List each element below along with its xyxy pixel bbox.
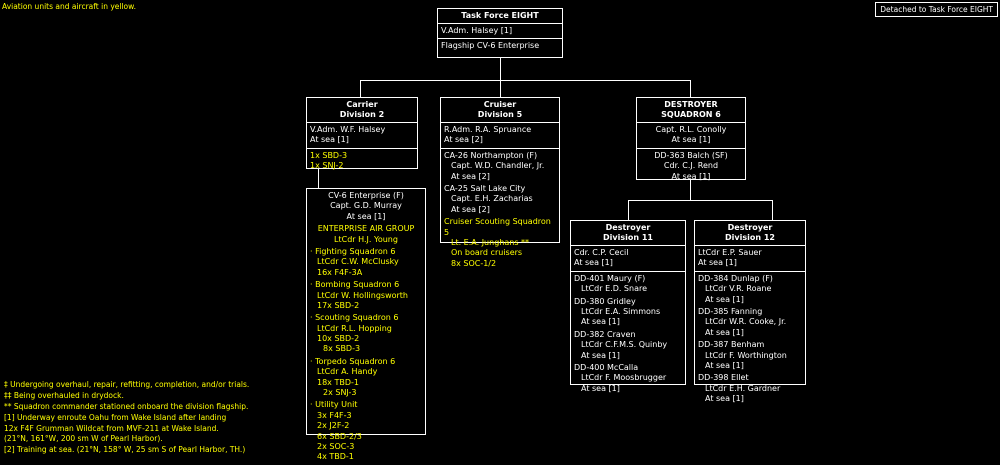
dd12-ship-1 <box>698 307 802 338</box>
carrier-division-title-line2: Division 2 <box>339 110 385 119</box>
dd11-ship-2 <box>574 330 682 361</box>
connector-desdiv12-down <box>772 200 773 220</box>
legend-line-0: ‡ Undergoing overhaul, repair, refitting, completion, and/or trials. <box>4 380 250 389</box>
destroyer-squadron-ship-status: At sea [1] <box>671 171 711 181</box>
carrier-division-title <box>307 98 417 123</box>
destroyer-squadron-ship-captain: Cdr. C.J. Rend <box>663 161 719 171</box>
legend-line-6: [2] Training at sea. (21°N, 158° W, 25 sm S of Pearl Harbor, TH.) <box>4 445 246 455</box>
cruiser-ship-0 <box>444 151 556 182</box>
dd12-ship-3-status: At sea [1] <box>705 394 744 404</box>
cruiser-ship-1 <box>444 184 556 215</box>
squadron-4-aircraft-1: 2x J2F-2 <box>317 421 350 431</box>
destroyer-div-12-commander: LtCdr E.P. Sauer <box>698 248 762 257</box>
dd12-ship-0 <box>698 274 802 305</box>
cruiser-ship-1-name: CA-25 Salt Lake City <box>444 183 526 193</box>
task-force-box[interactable] <box>437 8 563 58</box>
dd11-ship-0-name: DD-401 Maury (F) <box>574 273 646 283</box>
dd12-ship-0-status: At sea [1] <box>705 294 744 304</box>
squadron-4-aircraft-4: 4x TBD-1 <box>317 452 354 462</box>
carrier-division-aircraft-0: 1x SBD-3 <box>310 150 348 160</box>
dd12-ship-1-status: At sea [1] <box>705 327 744 337</box>
destroyer-div-11-title <box>571 221 685 246</box>
legend <box>4 380 304 456</box>
squadron-2-name: · Scouting Squadron 6 <box>310 313 399 323</box>
dd12-ship-3-captain: LtCdr E.H. Gardner <box>705 383 781 393</box>
destroyer-div-12-title-line2: Division 12 <box>725 233 775 242</box>
enterprise-air-group <box>307 224 425 465</box>
enterprise-ship: CV-6 Enterprise (F) <box>328 191 404 200</box>
squadron-4-aircraft-3: 2x SOC-3 <box>317 441 355 451</box>
dd11-ship-1-name: DD-380 Gridley <box>574 296 636 306</box>
cruiser-air-unit <box>444 217 556 269</box>
connector-desron-down <box>690 80 691 98</box>
cruiser-division-commander-block <box>441 123 559 149</box>
dd12-ship-1-captain: LtCdr W.R. Cooke, Jr. <box>705 317 787 327</box>
air-group-name: ENTERPRISE AIR GROUP <box>317 224 415 234</box>
connector-tf-down <box>500 58 501 80</box>
dd12-ship-3-name: DD-398 Ellet <box>698 373 749 383</box>
squadron-0-cmdr: LtCdr C.W. McClusky <box>317 257 399 267</box>
destroyer-div-11-commander: Cdr. C.P. Cecil <box>574 248 629 257</box>
squadron-3 <box>310 357 422 399</box>
squadron-1-aircraft-0: 17x SBD-2 <box>317 300 360 310</box>
dd11-ship-1-status: At sea [1] <box>581 317 620 327</box>
dd11-ship-0 <box>574 274 682 295</box>
squadron-0 <box>310 247 422 278</box>
air-group-cmdr: LtCdr H.J. Young <box>334 234 398 244</box>
task-force-flagship: Flagship CV-6 Enterprise <box>441 41 540 51</box>
cruiser-division-title-line2: Division 5 <box>477 110 523 119</box>
cruiser-ship-0-captain: Capt. W.D. Chandler, Jr. <box>451 161 545 171</box>
destroyer-squadron-title-line1: DESTROYER <box>664 100 718 109</box>
squadron-4-aircraft-0: 3x F4F-3 <box>317 410 352 420</box>
dd12-ship-1-name: DD-385 Fanning <box>698 306 763 316</box>
carrier-division-commander: V.Adm. W.F. Halsey <box>310 125 386 134</box>
cruiser-air-unit-cmdr: Lt. E.A. Junghans ** <box>451 237 530 247</box>
legend-line-1: ‡‡ Being overhauled in drydock. <box>4 390 124 400</box>
legend-line-3: [1] Underway enroute Oahu from Wake Island after landing <box>4 412 227 422</box>
destroyer-div-11-title-line1: Destroyer <box>605 223 651 232</box>
task-force-commander: V.Adm. Halsey [1] <box>438 24 562 39</box>
squadron-0-name: · Fighting Squadron 6 <box>310 246 396 256</box>
cruiser-ship-1-captain: Capt. E.H. Zacharias <box>451 194 533 204</box>
destroyer-div-12-title <box>695 221 805 246</box>
destroyer-div-12-box[interactable] <box>694 220 806 404</box>
cruiser-division-box[interactable] <box>440 97 560 268</box>
cruiser-division-commander: R.Adm. R.A. Spruance <box>444 125 532 134</box>
carrier-division-title-line1: Carrier <box>346 100 378 109</box>
carrier-division-aircraft <box>307 149 417 174</box>
dd11-ship-3-captain: LtCdr F. Moosbrugger <box>581 373 667 383</box>
cruiser-ships <box>441 149 559 271</box>
squadron-2-aircraft-1: 8x SBD-3 <box>323 344 361 354</box>
dd11-ship-3-name: DD-400 McCalla <box>574 362 639 372</box>
cruiser-ship-0-name: CA-26 Northampton (F) <box>444 150 538 160</box>
cruiser-ship-0-status: At sea [2] <box>451 171 490 181</box>
squadron-2-aircraft-0: 10x SBD-2 <box>317 334 360 344</box>
task-force-title: Task Force EIGHT <box>438 9 562 24</box>
enterprise-status: At sea [1] <box>346 211 386 221</box>
squadron-3-name: · Torpedo Squadron 6 <box>310 356 396 366</box>
carrier-division-aircraft-1: 1x SNJ-2 <box>310 161 344 171</box>
destroyer-div-11-status: At sea [1] <box>574 258 613 268</box>
detached-tag: Detached to Task Force EIGHT <box>875 2 998 17</box>
dd11-ship-2-status: At sea [1] <box>581 350 620 360</box>
dd12-ship-2 <box>698 340 802 371</box>
squadron-1-cmdr: LtCdr W. Hollingsworth <box>317 290 408 300</box>
connector-desdiv11-down <box>628 200 629 220</box>
connector-cruiser-down <box>500 80 501 98</box>
squadron-3-aircraft-1: 2x SNJ-3 <box>323 388 357 398</box>
destroyer-squadron-commander: Capt. R.L. Conolly <box>655 125 727 134</box>
carrier-division-box[interactable] <box>306 97 418 169</box>
dd11-ship-3 <box>574 363 682 394</box>
enterprise-box[interactable] <box>306 188 426 462</box>
connector-desdiv-bar <box>628 200 772 201</box>
destroyer-squadron-ship: DD-363 Balch (SF) <box>654 150 728 160</box>
cruiser-division-title-line1: Cruiser <box>483 100 517 109</box>
destroyer-div-12-ships <box>695 272 805 407</box>
enterprise-ship-block <box>307 189 425 224</box>
dd12-ship-3 <box>698 373 802 404</box>
squadron-1-name: · Bombing Squadron 6 <box>310 280 400 290</box>
destroyer-squadron-status: At sea [1] <box>671 135 711 145</box>
legend-line-4: 12x F4F Grumman Wildcat from MVF-211 at Wake Island. <box>4 423 219 433</box>
dd12-ship-2-status: At sea [1] <box>705 360 744 370</box>
dd11-ship-2-captain: LtCdr C.F.M.S. Quinby <box>581 340 668 350</box>
dd12-ship-0-name: DD-384 Dunlap (F) <box>698 273 773 283</box>
dd11-ship-2-name: DD-382 Craven <box>574 329 636 339</box>
dd12-ship-0-captain: LtCdr V.R. Roane <box>705 284 772 294</box>
aviation-note: Aviation units and aircraft in yellow. <box>2 2 136 11</box>
squadron-4-aircraft-2: 6x SBD-2/3 <box>317 431 362 441</box>
dd11-ship-1 <box>574 297 682 328</box>
carrier-division-status: At sea [1] <box>310 135 349 145</box>
legend-line-5: (21°N, 161°W, 200 sm W of Pearl Harbor). <box>4 434 163 444</box>
cruiser-division-title <box>441 98 559 123</box>
destroyer-div-12-status: At sea [1] <box>698 258 737 268</box>
destroyer-squadron-ship-block <box>637 149 745 184</box>
squadron-4 <box>310 400 422 462</box>
dd12-ship-2-captain: LtCdr F. Worthington <box>705 350 787 360</box>
squadron-3-cmdr: LtCdr A. Handy <box>317 367 378 377</box>
squadron-3-aircraft-0: 18x TBD-1 <box>317 377 359 387</box>
cruiser-division-status: At sea [2] <box>444 135 483 145</box>
destroyer-squadron-box[interactable] <box>636 97 746 180</box>
carrier-division-commander-block <box>307 123 417 149</box>
cruiser-air-unit-name: Cruiser Scouting Squadron 5 <box>444 217 551 237</box>
enterprise-captain: Capt. G.D. Murray <box>330 201 402 211</box>
connector-horizontal <box>360 80 690 81</box>
destroyer-squadron-title-line2: SQUADRON 6 <box>661 110 721 119</box>
cruiser-air-unit-aircraft: 8x SOC-1/2 <box>451 258 497 268</box>
destroyer-div-11-box[interactable] <box>570 220 686 393</box>
dd11-ship-1-captain: LtCdr E.A. Simmons <box>581 306 661 316</box>
dd11-ship-3-status: At sea [1] <box>581 383 620 393</box>
squadron-4-name: · Utility Unit <box>310 400 358 410</box>
destroyer-div-11-commander-block <box>571 246 685 272</box>
destroyer-squadron-commander-block <box>637 123 745 149</box>
legend-line-2: ** Squadron commander stationed onboard the division flagship. <box>4 401 249 411</box>
dd12-ship-2-name: DD-387 Benham <box>698 340 765 350</box>
destroyer-div-12-commander-block <box>695 246 805 272</box>
cruiser-air-unit-note: On board cruisers <box>451 248 523 258</box>
connector-carrier-down <box>360 80 361 98</box>
destroyer-div-11-title-line2: Division 11 <box>603 233 653 242</box>
destroyer-div-11-ships <box>571 272 685 396</box>
cruiser-ship-1-status: At sea [2] <box>451 204 490 214</box>
dd11-ship-0-captain: LtCdr E.D. Snare <box>581 284 648 294</box>
squadron-2 <box>310 313 422 355</box>
squadron-1 <box>310 280 422 311</box>
squadron-0-aircraft-0: 16x F4F-3A <box>317 267 363 277</box>
destroyer-div-12-title-line1: Destroyer <box>727 223 773 232</box>
destroyer-squadron-title <box>637 98 745 123</box>
squadron-2-cmdr: LtCdr R.L. Hopping <box>317 323 392 333</box>
